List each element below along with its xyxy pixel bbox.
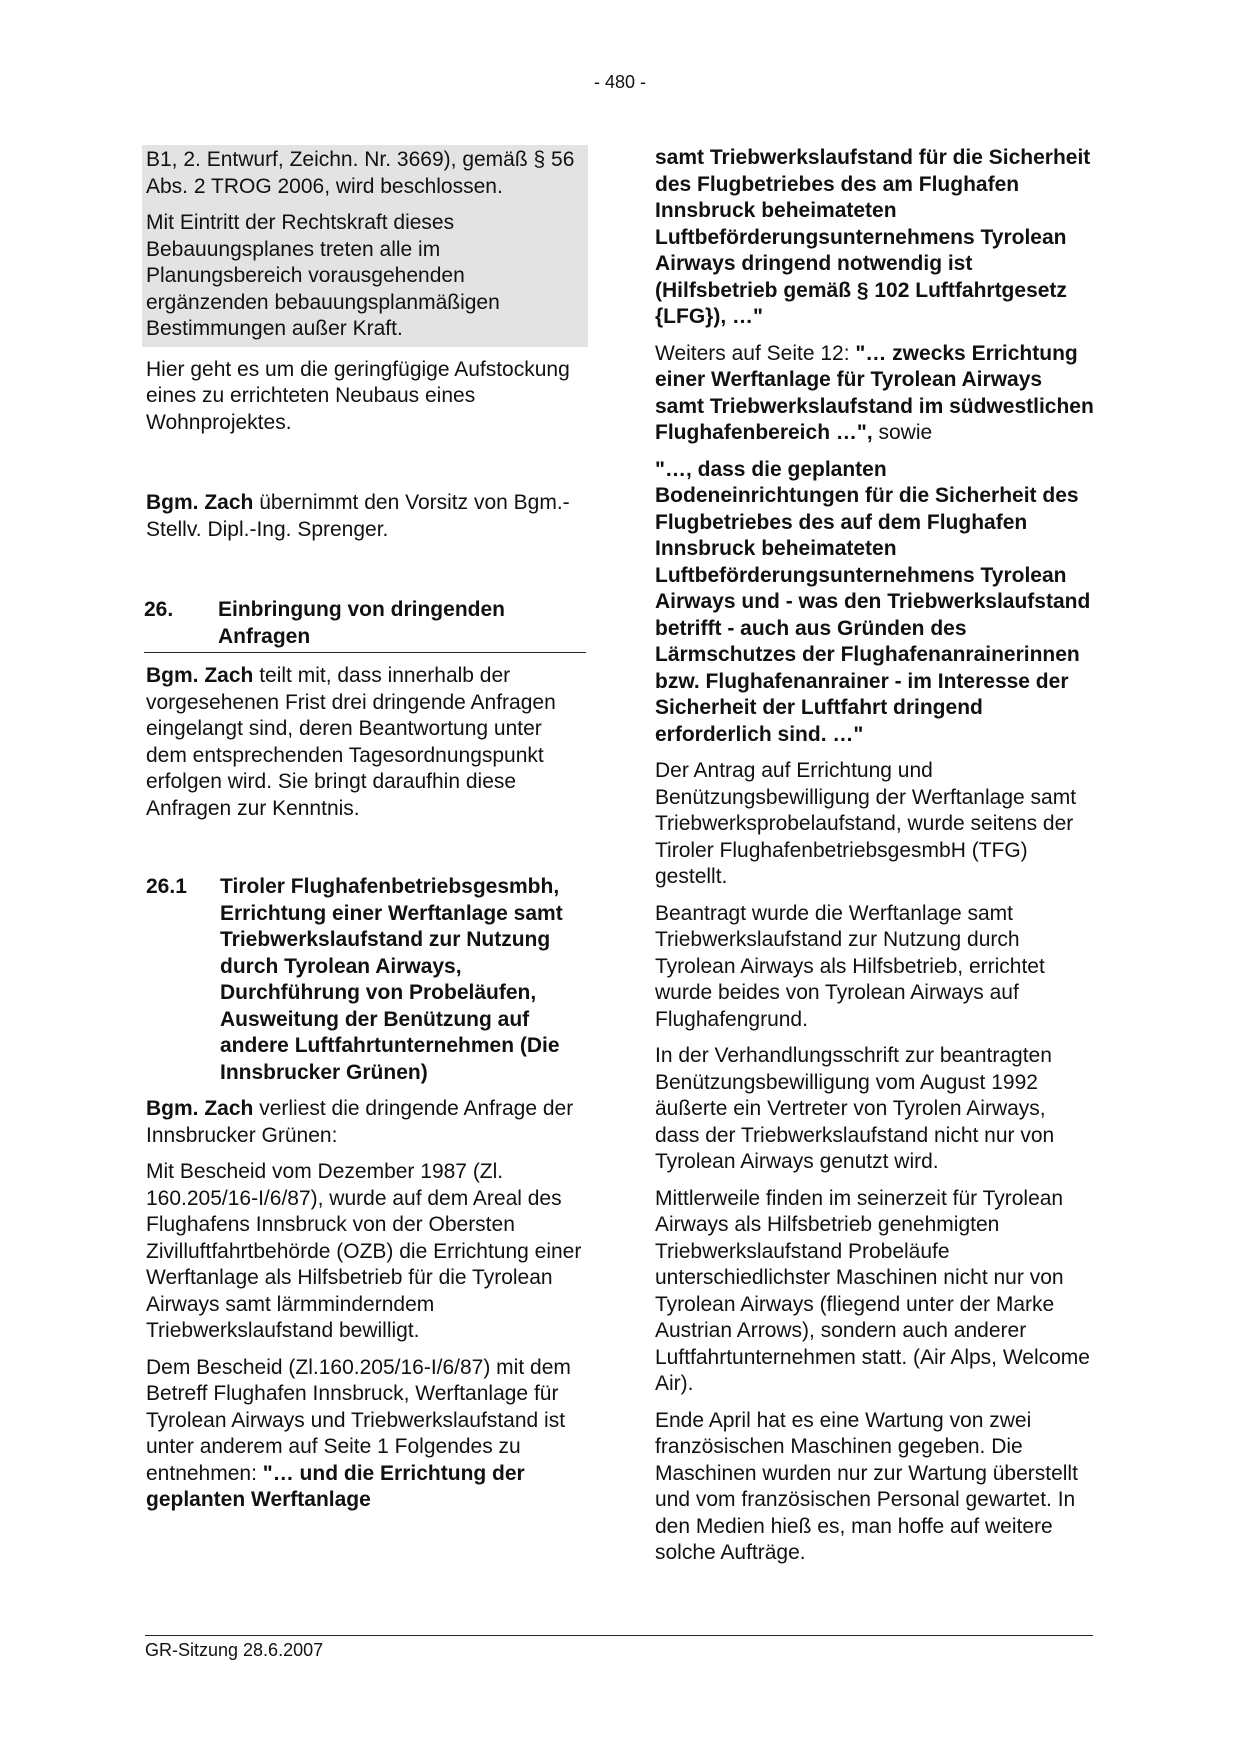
speaker-name: Bgm. Zach bbox=[146, 491, 254, 514]
vorsitz-paragraph bbox=[146, 490, 586, 543]
speaker-name: Bgm. Zach bbox=[146, 664, 254, 687]
section-title: Tiroler Flughafenbetriebsgesmbh, Errichtung einer Werftanlage samt Triebwerkslaufstand zur Nutzung durch Tyrolean Airways, Durchführung von Probeläufen, Ausweitung der Benützung auf andere Luftfahrtunternehmen (Die Innsbrucker Grünen) bbox=[220, 875, 563, 1084]
page-footer: GR-Sitzung 28.6.2007 bbox=[145, 1635, 1093, 1661]
wartung-paragraph: Ende April hat es eine Wartung von zwei französischen Maschinen gegeben. Die Maschinen wurden nur zur Wartung überstellt und vom französischen Personal gewartet. In den Medien hieß es, man hoffe auf weitere solche Aufträge. bbox=[655, 1408, 1078, 1564]
seite12-quote: "… zwecks Errichtung einer Werftanlage für Tyrolean Airways samt Triebwerkslaufstand im südwestlichen Flughafenbereich …", bbox=[655, 341, 1094, 444]
betreff-paragraph bbox=[146, 1355, 586, 1514]
seite12-tail: sowie bbox=[872, 421, 933, 444]
section-heading-26-1 bbox=[146, 874, 586, 1086]
bodeneinrichtungen-quote: "…, dass die geplanten Bodeneinrichtungen für die Sicherheit des Flugbetriebes des auf dem Flughafen Innsbruck beheimateten Luftbeförderungsunternehmens Tyrolean Airways und - was den Triebwerkslaufstand betrifft - auch aus Gründen des Lärmschutzes der Flughafenanrainerinnen bzw. Flughafenanrainer - im Interesse der Sicherheit der Luftfahrt dringend erforderlich sind. …" bbox=[655, 457, 1091, 746]
seite12-text: Weiters auf Seite 12: bbox=[655, 341, 856, 365]
quote-continuation bbox=[655, 145, 1095, 331]
verliest-text: verliest die dringende Anfrage der Innsbrucker Grünen: bbox=[146, 1097, 574, 1147]
section-number: 26.1 bbox=[146, 875, 187, 898]
section-number: 26. bbox=[144, 598, 174, 621]
betreff-quote: "… und die Errichtung der geplanten Werftanlage bbox=[146, 1461, 525, 1511]
quote-bold: samt Triebwerkslaufstand für die Sicherheit des Flugbetriebes des am Flughafen Innsbruck beheimateten Luftbeförderungsunternehmens Tyrolean Airways dringend notwendig ist (Hilfsbetrieb gemäß § 102 Luftfahrtgesetz {LFG}), …" bbox=[655, 146, 1091, 328]
seite12-paragraph bbox=[655, 341, 1095, 447]
section-heading-26 bbox=[144, 597, 586, 653]
verhandlung-paragraph: In der Verhandlungsschrift zur beantragten Benützungsbewilligung vom August 1992 äußerte ein Vertreter von Tyrolen Airways, dass der Triebwerkslaufstand nicht nur von Tyrolean Airways genutzt wird. bbox=[655, 1044, 1055, 1173]
resolution-paragraph-1: B1, 2. Entwurf, Zeichn. Nr. 3669), gemäß § 56 Abs. 2 TROG 2006, wird beschlossen. bbox=[146, 148, 575, 198]
speaker-name: Bgm. Zach bbox=[146, 1097, 254, 1120]
anfragen-paragraph bbox=[146, 663, 586, 822]
antrag-paragraph: Der Antrag auf Errichtung und Benützungsbewilligung der Werftanlage samt Triebwerksprobelaufstand, wurde seitens der Tiroler FlughafenbetriebsgesmbH (TFG) gestellt. bbox=[655, 759, 1077, 888]
aufstockung-paragraph: Hier geht es um die geringfügige Aufstockung eines zu errichteten Neubaus eines Wohnprojektes. bbox=[146, 357, 570, 434]
betreff-text: Dem Bescheid (Zl.160.205/16-I/6/87) mit dem Betreff Flughafen Innsbruck, Werftanlage für Tyrolean Airways und Triebwerkslaufstand ist unter anderem auf Seite 1 Folgendes zu entnehmen: bbox=[146, 1355, 571, 1485]
vorsitz-text: übernimmt den Vorsitz von Bgm.-Stellv. Dipl.-Ing. Sprenger. bbox=[146, 491, 570, 541]
shaded-resolution-block bbox=[142, 145, 588, 347]
right-column bbox=[655, 145, 1095, 1577]
bodeneinrichtungen-paragraph bbox=[655, 457, 1095, 749]
anfragen-text: teilt mit, dass innerhalb der vorgesehenen Frist drei dringende Anfragen eingelangt sind, deren Beantwortung unter dem entsprechenden Tagesordnungspunkt erfolgen wird. Sie bringt daraufhin diese Anfragen zur Kenntnis. bbox=[146, 664, 556, 820]
left-column bbox=[146, 145, 586, 1524]
page-number: - 480 - bbox=[593, 72, 647, 92]
resolution-paragraph-2: Mit Eintritt der Rechtskraft dieses Bebauungsplanes treten alle im Planungsbereich vorausgehenden ergänzenden bebauungsplanmäßigen Bestimmungen außer Kraft. bbox=[146, 211, 500, 340]
beantragt-paragraph: Beantragt wurde die Werftanlage samt Triebwerkslaufstand zur Nutzung durch Tyrolean Airways als Hilfsbetrieb, errichtet wurde beides von Tyrolean Airways auf Flughafengrund. bbox=[655, 901, 1045, 1031]
bescheid-paragraph: Mit Bescheid vom Dezember 1987 (Zl. 160.205/16-I/6/87), wurde auf dem Areal des Flughafens Innsbruck von der Obersten Zivilluftfahrtbehörde (OZB) die Errichtung einer Werftanlage als Hilfsbetrieb für die Tyrolean Airways samt lärmminderndem Triebwerkslaufstand bewilligt. bbox=[146, 1160, 582, 1342]
section-title: Einbringung von dringenden Anfragen bbox=[218, 598, 505, 648]
verliest-paragraph bbox=[146, 1096, 586, 1149]
mittlerweile-paragraph: Mittlerweile finden im seinerzeit für Tyrolean Airways als Hilfsbetrieb genehmigten Triebwerkslaufstand Probeläufe unterschiedlichster Maschinen nicht nur von Tyrolean Airways (fliegend unter der Marke Austrian Arrows), sondern auch anderer Luftfahrtunternehmen statt. (Air Alps, Welcome Air). bbox=[655, 1186, 1090, 1395]
